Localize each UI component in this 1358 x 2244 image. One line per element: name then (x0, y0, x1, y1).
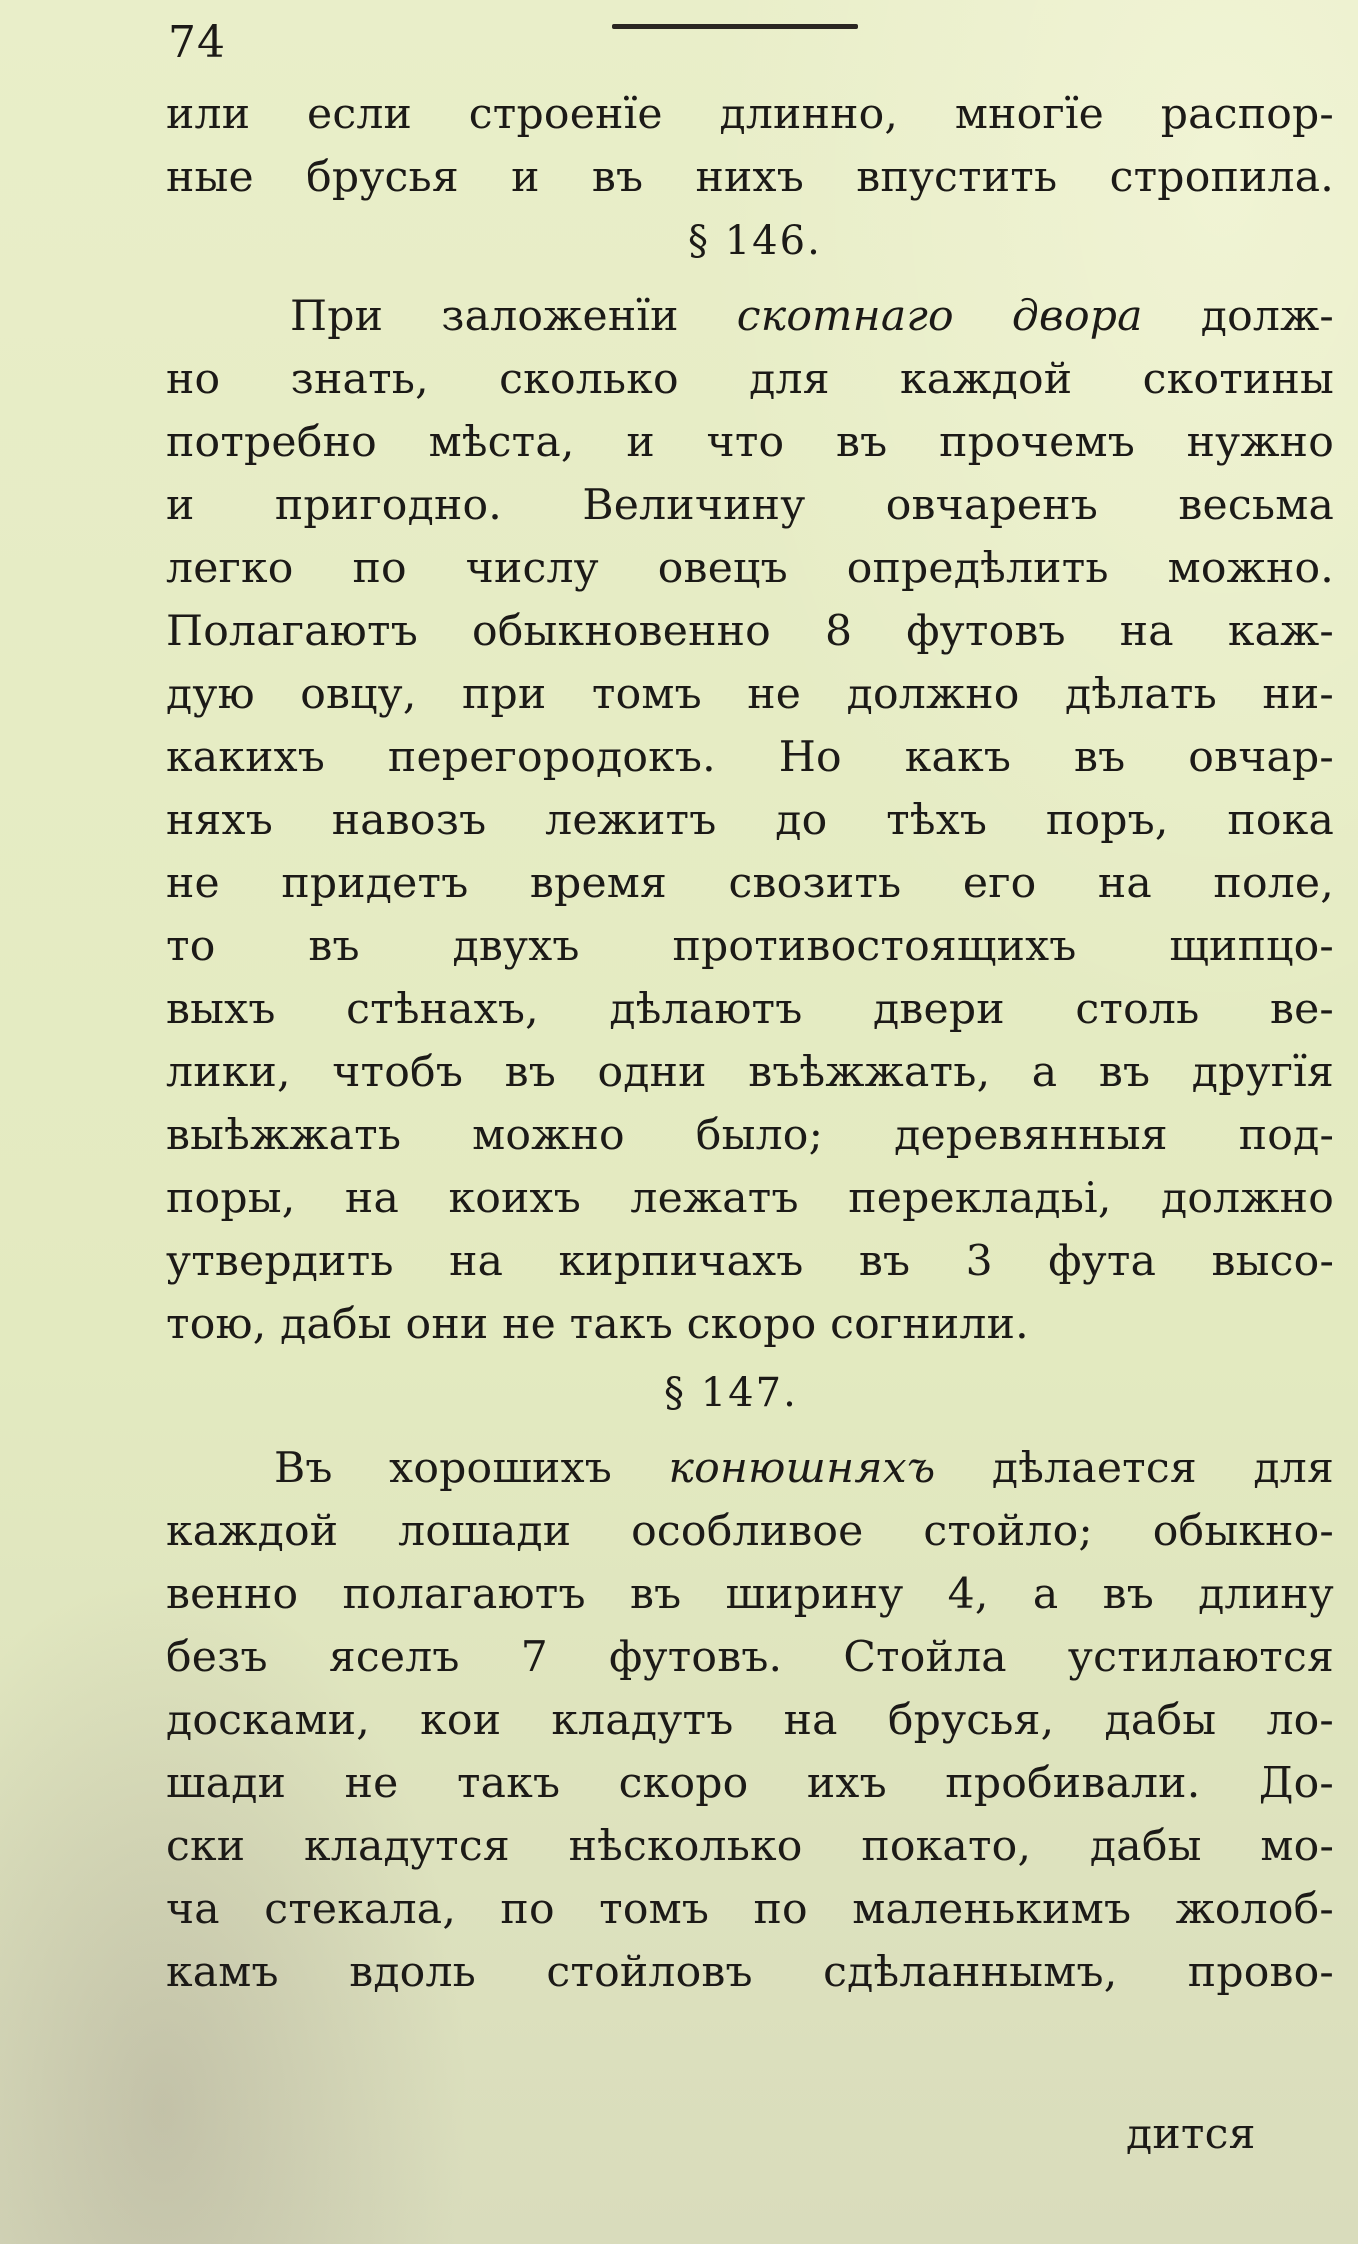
paragraph-147-first-line (166, 1444, 1334, 1494)
text-line: венно полагаютъ въ ширину 4, а въ длину (166, 1570, 1334, 1619)
catchword: дится (1126, 2110, 1256, 2159)
text-line: каждой лошади особливое стойло; обыкно- (166, 1507, 1334, 1556)
text-run: долж- (1142, 292, 1334, 341)
text-line: то въ двухъ противостоящихъ щипцо- (166, 922, 1334, 971)
text-line: ски кладутся нѣсколько покато, дабы мо- (166, 1822, 1334, 1871)
text-line: лики, чтобъ въ одни въѣжжать, а въ другїя (166, 1048, 1334, 1097)
text-line: ные брусья и въ нихъ впустить стропила. (166, 153, 1334, 202)
text-line: легко по числу овецъ опредѣлить можно. (166, 544, 1334, 593)
text-line: потребно мѣста, и что въ прочемъ нужно (166, 418, 1334, 467)
text-run: дѣлается для (935, 1444, 1334, 1493)
page-number: 74 (168, 17, 226, 68)
text-line: шади не такъ скоро ихъ пробивали. До- (166, 1759, 1334, 1808)
text-line: поры, на коихъ лежатъ перекладьi, должно (166, 1174, 1334, 1223)
text-line: и пригодно. Величину овчаренъ весьма (166, 481, 1334, 530)
paragraph-146-first-line (166, 292, 1334, 342)
text-line: выхъ стѣнахъ, дѣлаютъ двери столь ве- (166, 985, 1334, 1034)
text-line: тою, дабы они не такъ скоро согнили. (166, 1300, 1029, 1349)
section-heading-146: § 146. (688, 218, 822, 264)
text-line: камъ вдоль стойловъ сдѣланнымъ, прово- (166, 1948, 1334, 1997)
text-line: какихъ перегородокъ. Но какъ въ овчар- (166, 733, 1334, 782)
text-line: няхъ навозъ лежитъ до тѣхъ поръ, пока (166, 796, 1334, 845)
text-line: или если строенїе длинно, многїе распор- (166, 90, 1334, 139)
header-rule (612, 24, 858, 29)
text-line: но знать, сколько для каждой скотины (166, 355, 1334, 404)
text-run: При заложенїи (290, 292, 737, 341)
emphasis-skotnago-dvora: скотнаго двора (736, 292, 1143, 341)
text-line: ча стекала, по томъ по маленькимъ жолоб- (166, 1885, 1334, 1934)
text-line: досками, кои кладутъ на брусья, дабы ло- (166, 1696, 1334, 1745)
text-line: выѣжжать можно было; деревянныя под- (166, 1111, 1334, 1160)
text-line: дую овцу, при томъ не должно дѣлать ни- (166, 670, 1334, 719)
text-line: безъ яселъ 7 футовъ. Стойла устилаются (166, 1633, 1334, 1682)
emphasis-konyushnyakh: конюшняхъ (668, 1444, 936, 1493)
text-line: Полагаютъ обыкновенно 8 футовъ на каж- (166, 607, 1334, 656)
text-line: утвердить на кирпичахъ въ 3 фута высо- (166, 1237, 1334, 1286)
text-line: не придетъ время свозить его на поле, (166, 859, 1334, 908)
section-heading-147: § 147. (664, 1370, 798, 1416)
text-run: Въ хорошихъ (274, 1444, 669, 1493)
